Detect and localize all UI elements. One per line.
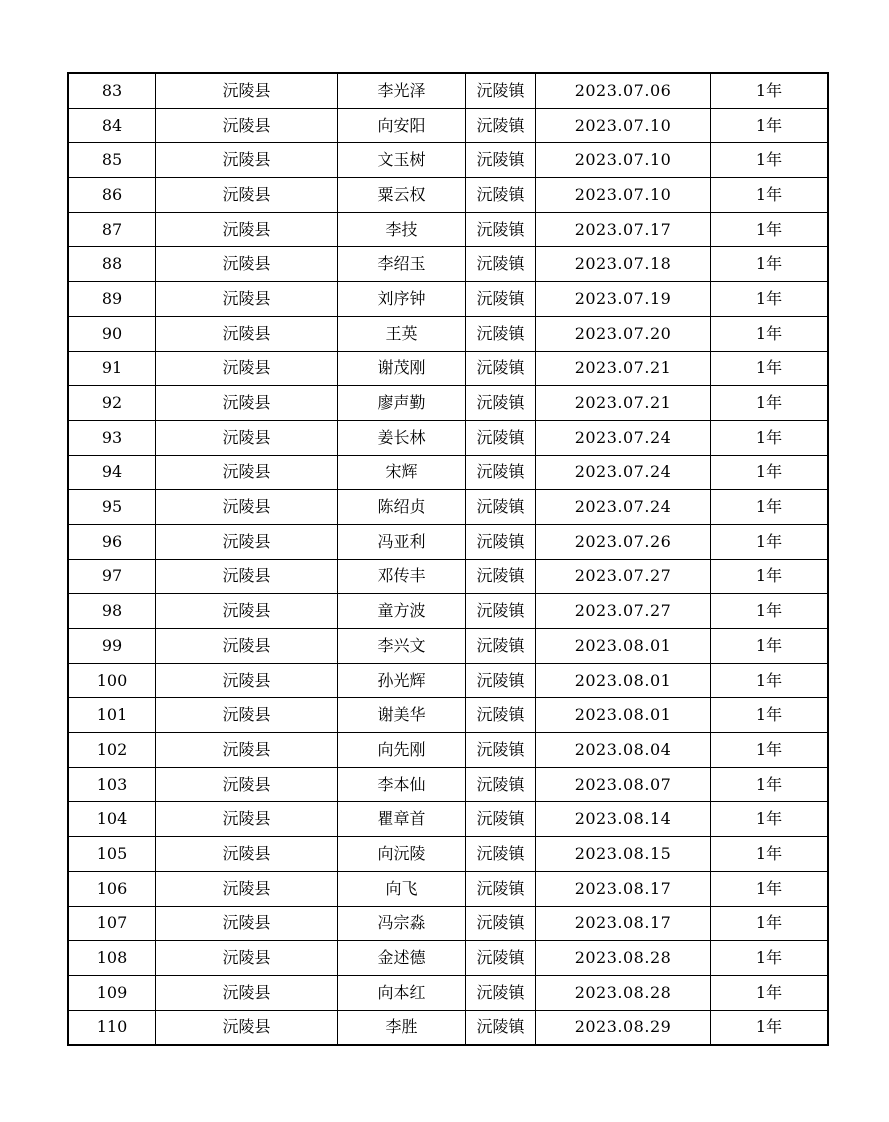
term-cell: 1年 [711, 282, 829, 317]
person-name-cell: 李兴文 [338, 629, 466, 664]
table-row [68, 73, 828, 108]
term-cell: 1年 [711, 1010, 829, 1045]
table-row [68, 663, 828, 698]
term-cell: 1年 [711, 316, 829, 351]
county-cell: 沅陵县 [156, 1010, 338, 1045]
table-row [68, 490, 828, 525]
row-number-cell: 84 [68, 108, 156, 143]
county-cell: 沅陵县 [156, 420, 338, 455]
date-cell: 2023.07.17 [536, 212, 711, 247]
person-name-cell: 童方波 [338, 594, 466, 629]
table-row [68, 178, 828, 213]
row-number-cell: 85 [68, 143, 156, 178]
term-cell: 1年 [711, 524, 829, 559]
term-cell: 1年 [711, 351, 829, 386]
date-cell: 2023.07.10 [536, 108, 711, 143]
person-name-cell: 陈绍贞 [338, 490, 466, 525]
person-name-cell: 谢美华 [338, 698, 466, 733]
person-name-cell: 向飞 [338, 871, 466, 906]
person-name-cell: 向先刚 [338, 733, 466, 768]
row-number-cell: 108 [68, 941, 156, 976]
county-cell: 沅陵县 [156, 178, 338, 213]
table-row [68, 351, 828, 386]
person-name-cell: 孙光辉 [338, 663, 466, 698]
person-name-cell: 李绍玉 [338, 247, 466, 282]
term-cell: 1年 [711, 559, 829, 594]
town-cell: 沅陵镇 [466, 316, 536, 351]
table-row [68, 767, 828, 802]
person-name-cell: 李技 [338, 212, 466, 247]
town-cell: 沅陵镇 [466, 663, 536, 698]
term-cell: 1年 [711, 420, 829, 455]
person-name-cell: 向沅陵 [338, 837, 466, 872]
town-cell: 沅陵镇 [466, 802, 536, 837]
row-number-cell: 100 [68, 663, 156, 698]
date-cell: 2023.08.28 [536, 975, 711, 1010]
row-number-cell: 93 [68, 420, 156, 455]
date-cell: 2023.08.28 [536, 941, 711, 976]
town-cell: 沅陵镇 [466, 247, 536, 282]
term-cell: 1年 [711, 941, 829, 976]
row-number-cell: 106 [68, 871, 156, 906]
term-cell: 1年 [711, 975, 829, 1010]
row-number-cell: 98 [68, 594, 156, 629]
town-cell: 沅陵镇 [466, 698, 536, 733]
term-cell: 1年 [711, 178, 829, 213]
county-cell: 沅陵县 [156, 629, 338, 664]
person-name-cell: 刘序钟 [338, 282, 466, 317]
table-row [68, 802, 828, 837]
table-row [68, 975, 828, 1010]
county-cell: 沅陵县 [156, 906, 338, 941]
town-cell: 沅陵镇 [466, 906, 536, 941]
person-name-cell: 李胜 [338, 1010, 466, 1045]
person-name-cell: 瞿章首 [338, 802, 466, 837]
person-name-cell: 宋辉 [338, 455, 466, 490]
county-cell: 沅陵县 [156, 490, 338, 525]
date-cell: 2023.08.01 [536, 698, 711, 733]
term-cell: 1年 [711, 386, 829, 421]
row-number-cell: 109 [68, 975, 156, 1010]
town-cell: 沅陵镇 [466, 143, 536, 178]
row-number-cell: 89 [68, 282, 156, 317]
term-cell: 1年 [711, 143, 829, 178]
row-number-cell: 88 [68, 247, 156, 282]
town-cell: 沅陵镇 [466, 975, 536, 1010]
row-number-cell: 91 [68, 351, 156, 386]
term-cell: 1年 [711, 490, 829, 525]
term-cell: 1年 [711, 247, 829, 282]
row-number-cell: 96 [68, 524, 156, 559]
person-name-cell: 向本红 [338, 975, 466, 1010]
date-cell: 2023.07.24 [536, 420, 711, 455]
term-cell: 1年 [711, 802, 829, 837]
town-cell: 沅陵镇 [466, 282, 536, 317]
table-row [68, 282, 828, 317]
person-name-cell: 金述德 [338, 941, 466, 976]
town-cell: 沅陵镇 [466, 524, 536, 559]
row-number-cell: 87 [68, 212, 156, 247]
row-number-cell: 86 [68, 178, 156, 213]
row-number-cell: 105 [68, 837, 156, 872]
table-row [68, 108, 828, 143]
date-cell: 2023.08.17 [536, 906, 711, 941]
table-row [68, 594, 828, 629]
date-cell: 2023.07.06 [536, 73, 711, 108]
county-cell: 沅陵县 [156, 767, 338, 802]
table-row [68, 837, 828, 872]
row-number-cell: 92 [68, 386, 156, 421]
date-cell: 2023.08.29 [536, 1010, 711, 1045]
date-cell: 2023.07.19 [536, 282, 711, 317]
table-row [68, 247, 828, 282]
date-cell: 2023.07.27 [536, 559, 711, 594]
term-cell: 1年 [711, 108, 829, 143]
date-cell: 2023.07.20 [536, 316, 711, 351]
county-cell: 沅陵县 [156, 941, 338, 976]
table-row [68, 316, 828, 351]
date-cell: 2023.07.21 [536, 386, 711, 421]
row-number-cell: 107 [68, 906, 156, 941]
town-cell: 沅陵镇 [466, 351, 536, 386]
row-number-cell: 104 [68, 802, 156, 837]
county-cell: 沅陵县 [156, 143, 338, 178]
person-name-cell: 冯亚利 [338, 524, 466, 559]
row-number-cell: 95 [68, 490, 156, 525]
table-row [68, 143, 828, 178]
table-row [68, 524, 828, 559]
town-cell: 沅陵镇 [466, 941, 536, 976]
date-cell: 2023.08.14 [536, 802, 711, 837]
town-cell: 沅陵镇 [466, 386, 536, 421]
date-cell: 2023.08.15 [536, 837, 711, 872]
row-number-cell: 102 [68, 733, 156, 768]
term-cell: 1年 [711, 212, 829, 247]
person-name-cell: 邓传丰 [338, 559, 466, 594]
county-cell: 沅陵县 [156, 594, 338, 629]
row-number-cell: 101 [68, 698, 156, 733]
county-cell: 沅陵县 [156, 212, 338, 247]
town-cell: 沅陵镇 [466, 490, 536, 525]
town-cell: 沅陵镇 [466, 559, 536, 594]
table-row [68, 733, 828, 768]
county-cell: 沅陵县 [156, 733, 338, 768]
table-row [68, 559, 828, 594]
person-name-cell: 李光泽 [338, 73, 466, 108]
town-cell: 沅陵镇 [466, 212, 536, 247]
town-cell: 沅陵镇 [466, 108, 536, 143]
row-number-cell: 90 [68, 316, 156, 351]
town-cell: 沅陵镇 [466, 767, 536, 802]
date-cell: 2023.07.24 [536, 455, 711, 490]
date-cell: 2023.07.10 [536, 143, 711, 178]
town-cell: 沅陵镇 [466, 733, 536, 768]
term-cell: 1年 [711, 871, 829, 906]
table-row [68, 871, 828, 906]
town-cell: 沅陵镇 [466, 629, 536, 664]
date-cell: 2023.07.21 [536, 351, 711, 386]
person-name-cell: 谢茂刚 [338, 351, 466, 386]
date-cell: 2023.07.26 [536, 524, 711, 559]
term-cell: 1年 [711, 73, 829, 108]
county-cell: 沅陵县 [156, 73, 338, 108]
county-cell: 沅陵县 [156, 871, 338, 906]
county-cell: 沅陵县 [156, 247, 338, 282]
town-cell: 沅陵镇 [466, 73, 536, 108]
town-cell: 沅陵镇 [466, 455, 536, 490]
person-name-cell: 王英 [338, 316, 466, 351]
term-cell: 1年 [711, 629, 829, 664]
person-name-cell: 廖声勤 [338, 386, 466, 421]
person-name-cell: 冯宗淼 [338, 906, 466, 941]
term-cell: 1年 [711, 767, 829, 802]
county-cell: 沅陵县 [156, 282, 338, 317]
table-row [68, 629, 828, 664]
row-number-cell: 94 [68, 455, 156, 490]
record-table [67, 72, 829, 1046]
county-cell: 沅陵县 [156, 975, 338, 1010]
town-cell: 沅陵镇 [466, 594, 536, 629]
county-cell: 沅陵县 [156, 455, 338, 490]
date-cell: 2023.07.24 [536, 490, 711, 525]
county-cell: 沅陵县 [156, 698, 338, 733]
county-cell: 沅陵县 [156, 663, 338, 698]
date-cell: 2023.07.27 [536, 594, 711, 629]
table-body [68, 73, 828, 1045]
county-cell: 沅陵县 [156, 351, 338, 386]
county-cell: 沅陵县 [156, 802, 338, 837]
date-cell: 2023.07.10 [536, 178, 711, 213]
term-cell: 1年 [711, 733, 829, 768]
person-name-cell: 粟云权 [338, 178, 466, 213]
town-cell: 沅陵镇 [466, 420, 536, 455]
town-cell: 沅陵镇 [466, 178, 536, 213]
person-name-cell: 李本仙 [338, 767, 466, 802]
table-row [68, 906, 828, 941]
row-number-cell: 110 [68, 1010, 156, 1045]
table-row [68, 941, 828, 976]
date-cell: 2023.08.17 [536, 871, 711, 906]
county-cell: 沅陵县 [156, 316, 338, 351]
table-row [68, 212, 828, 247]
table-row [68, 455, 828, 490]
term-cell: 1年 [711, 698, 829, 733]
term-cell: 1年 [711, 906, 829, 941]
person-name-cell: 文玉树 [338, 143, 466, 178]
date-cell: 2023.08.07 [536, 767, 711, 802]
term-cell: 1年 [711, 663, 829, 698]
date-cell: 2023.08.04 [536, 733, 711, 768]
table-row [68, 698, 828, 733]
row-number-cell: 83 [68, 73, 156, 108]
table-row [68, 386, 828, 421]
county-cell: 沅陵县 [156, 837, 338, 872]
person-name-cell: 向安阳 [338, 108, 466, 143]
person-name-cell: 姜长林 [338, 420, 466, 455]
town-cell: 沅陵镇 [466, 871, 536, 906]
term-cell: 1年 [711, 837, 829, 872]
county-cell: 沅陵县 [156, 108, 338, 143]
table-row [68, 1010, 828, 1045]
town-cell: 沅陵镇 [466, 837, 536, 872]
date-cell: 2023.07.18 [536, 247, 711, 282]
county-cell: 沅陵县 [156, 386, 338, 421]
term-cell: 1年 [711, 594, 829, 629]
date-cell: 2023.08.01 [536, 663, 711, 698]
row-number-cell: 103 [68, 767, 156, 802]
county-cell: 沅陵县 [156, 524, 338, 559]
table-row [68, 420, 828, 455]
county-cell: 沅陵县 [156, 559, 338, 594]
term-cell: 1年 [711, 455, 829, 490]
row-number-cell: 97 [68, 559, 156, 594]
date-cell: 2023.08.01 [536, 629, 711, 664]
town-cell: 沅陵镇 [466, 1010, 536, 1045]
row-number-cell: 99 [68, 629, 156, 664]
